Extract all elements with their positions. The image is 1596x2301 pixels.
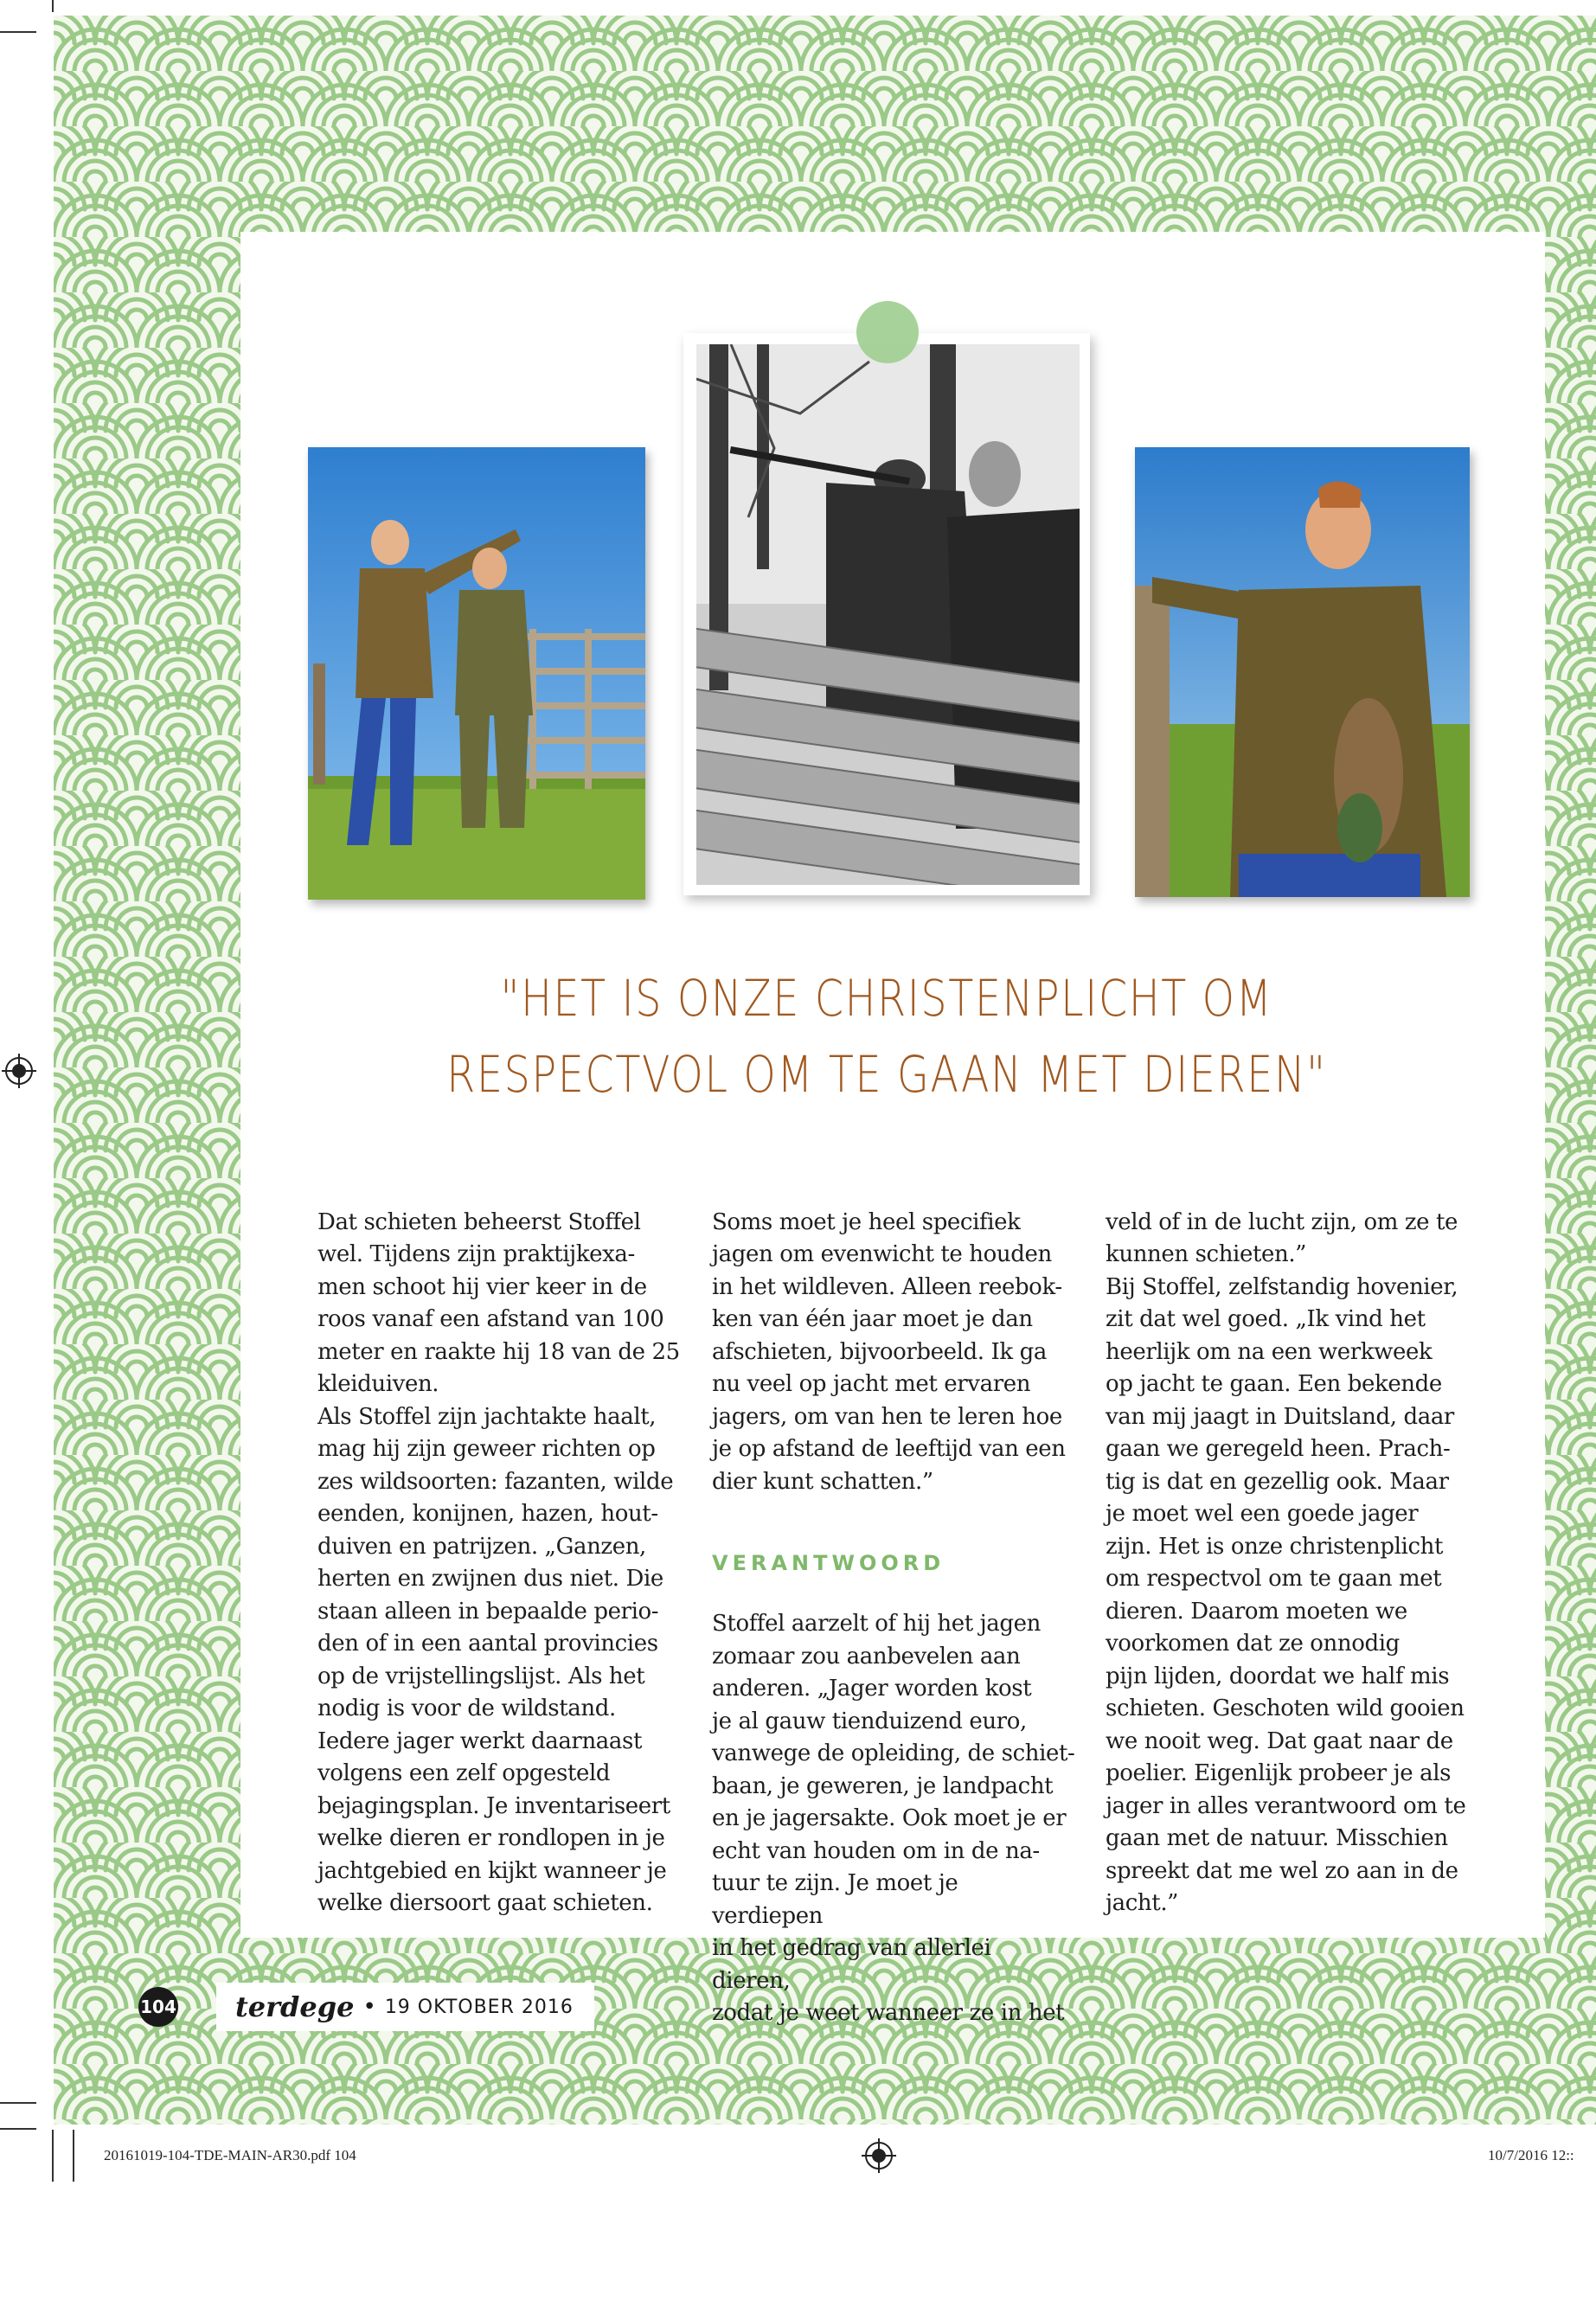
crop-mark (73, 2130, 74, 2182)
article-column-2 (712, 1174, 1075, 2062)
page-number-badge: 104 (138, 1987, 178, 2027)
photo-bw-illustration (696, 344, 1080, 885)
article-column-3 (1106, 1174, 1469, 1952)
photo-man-with-duck (1135, 447, 1470, 897)
pull-quote-line-1: "HET IS ONZE CHRISTENPLICHT OM (500, 969, 1273, 1028)
registration-mark-icon (2, 1054, 36, 1088)
article-paragraphs-col2b: Stoffel aarzelt of hij het jagen zomaar zou aanbevelen aan anderen. „Jager worden kost je al gauw tienduizend euro, vanwege de opleiding, de schiet- baan, je geweren, je landpacht en je jagersakte. Ook moet je er echt van houden om in de na- tuur te zijn. Je moet je verdiepen in het gedrag van allerlei dieren, zodat je weet wanneer ze in het (712, 1611, 1075, 2026)
issue-date: 19 OKTOBER 2016 (384, 1996, 574, 2018)
article-paragraphs-col2a: Soms moet je heel specifiek jagen om evenwicht te houden in het wildleven. Alleen reebok- ken van één jaar moet je dan afschieten, bijvoorbeeld. Ik ga nu veel op jacht met ervaren jagers, om van hen te leren hoe je op afstand de leeftijd van een dier kunt schatten.” (712, 1208, 1066, 1495)
print-slug-filename: 20161019-104-TDE-MAIN-AR30.pdf 104 (104, 2147, 356, 2163)
print-slug-timestamp: 10/7/2016 12:: (1488, 2147, 1574, 2163)
registration-mark-icon (862, 2138, 896, 2173)
article-paragraphs-col3: veld of in de lucht zijn, om ze te kunnen schieten.” Bij Stoffel, zelfstandig hovenier, zit dat wel goed. „Ik vind het heerlijk om na een werkweek op jacht te gaan. Een bekende van mij jaagt in Duitsland, daar gaan we geregeld heen. Prach- tig is dat en gezellig ook. Maar je moet wel een goede jager zijn. Het is onze christenplicht om respectvol om te gaan met dieren. Daarom moeten we voorkomen dat ze onnodig pijn lijden, doordat we half mis schieten. Geschoten wild gooien we nooit weg. Dat gaat naar de poelier. Eigenlijk probeer je als jager in alles verantwoord om te gaan met de natuur. Misschien spreekt dat me wel zo aan in de jacht.” (1106, 1208, 1466, 1916)
crop-mark (0, 31, 36, 33)
footer-tag (216, 1983, 594, 2031)
pull-quote (415, 960, 1359, 1112)
photo-hunters-black-white (696, 344, 1080, 885)
article-column-1 (317, 1174, 681, 1952)
crop-mark (52, 0, 54, 12)
crop-mark (52, 2130, 54, 2182)
photo-two-men-at-gate (308, 447, 645, 900)
magazine-brand: terdege (235, 1990, 355, 2023)
photo-duck-illustration (1135, 447, 1470, 897)
photo-two-men-illustration (308, 447, 645, 900)
footer-separator: • (362, 1994, 376, 2020)
article-paragraphs-col1: Dat schieten beheerst Stoffel wel. Tijdens zijn praktijkexa- men schoot hij vier keer in de roos vanaf een afstand van 100 meter en raakte hij 18 van de 25 kleiduiven. Als Stoffel zijn jachtakte haalt, mag hij zijn geweer richten op zes wildsoorten: fazanten, wilde eenden, konijnen, hazen, hout- duiven en patrijzen. „Ganzen, herten en zwijnen dus niet. Die staan alleen in bepaalde perio- den of in een aantal provincies op de vrijstellingslijst. Als het nodig is voor de wildstand. Iedere jager werkt daarnaast volgens een zelf opgesteld bejagingsplan. Je inventariseert welke dieren er rondlopen in je jachtgebied en kijkt wanneer je welke diersoort gaat schieten. (317, 1208, 680, 1916)
section-subhead: VERANTWOORD (712, 1550, 945, 1575)
crop-mark (0, 2102, 36, 2104)
crop-mark (0, 2128, 36, 2130)
pull-quote-line-2: RESPECTVOL OM TE GAAN MET DIEREN" (446, 1045, 1327, 1104)
pin-decoration (856, 301, 919, 363)
